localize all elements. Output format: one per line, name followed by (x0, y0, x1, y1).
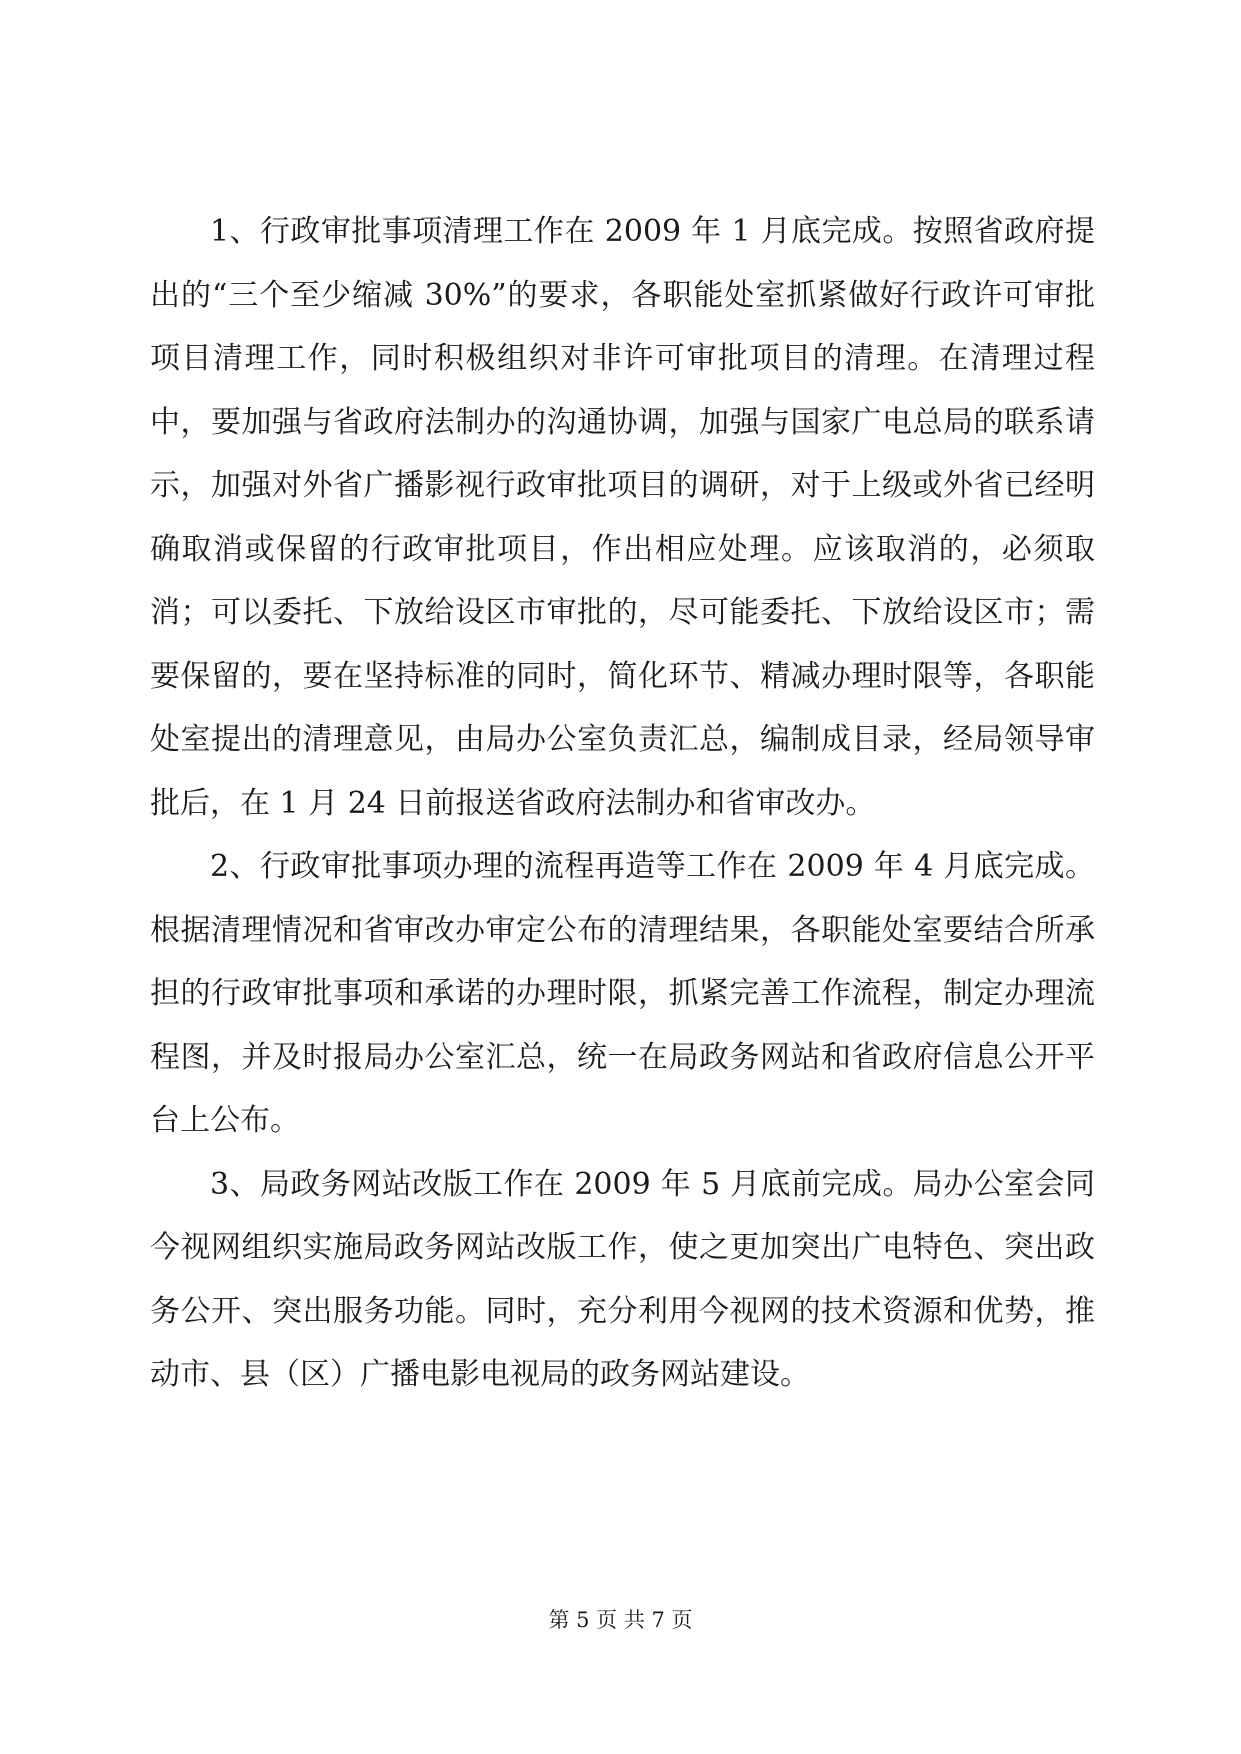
paragraph-item-3: 3、局政务网站改版工作在 2009 年 5 月底前完成。局办公室会同今视网组织实施局政务网站改版工作，使之更加突出广电特色、突出政务公开、突出服务功能。同时，充分利用今视网的技术资源和优势，推动市、县（区）广播电影电视局的政务网站建设。 (150, 1166, 1095, 1392)
paragraph-item-1: 1、行政审批事项清理工作在 2009 年 1 月底完成。按照省政府提出的“三个至少缩减 30%”的要求，各职能处室抓紧做好行政许可审批项目清理工作，同时积极组织对非许可审批项目的清理。在清理过程中，要加强与省政府法制办的沟通协调，加强与国家广电总局的联系请示，加强对外省广播影视行政审批项目的调研，对于上级或外省已经明确取消或保留的行政审批项目，作出相应处理。应该取消的，必须取消；可以委托、下放给设区市审批的，尽可能委托、下放给设区市；需要保留的，要在坚持标准的同时，简化环节、精减办理时限等，各职能处室提出的清理意见，由局办公室负责汇总，编制成目录，经局领导审批后，在 1 月 24 日前报送省政府法制办和省审改办。 (150, 214, 1095, 821)
paragraph-item-2: 2、行政审批事项办理的流程再造等工作在 2009 年 4 月底完成。根据清理情况和省审改办审定公布的清理结果，各职能处室要结合所承担的行政审批事项和承诺的办理时限，抓紧完善工作流程，制定办理流程图，并及时报局办公室汇总，统一在局政务网站和省政府信息公开平台上公布。 (150, 849, 1095, 1138)
document-body (150, 200, 1095, 1407)
page-footer: 第 5 页 共 7 页 (548, 1608, 693, 1632)
